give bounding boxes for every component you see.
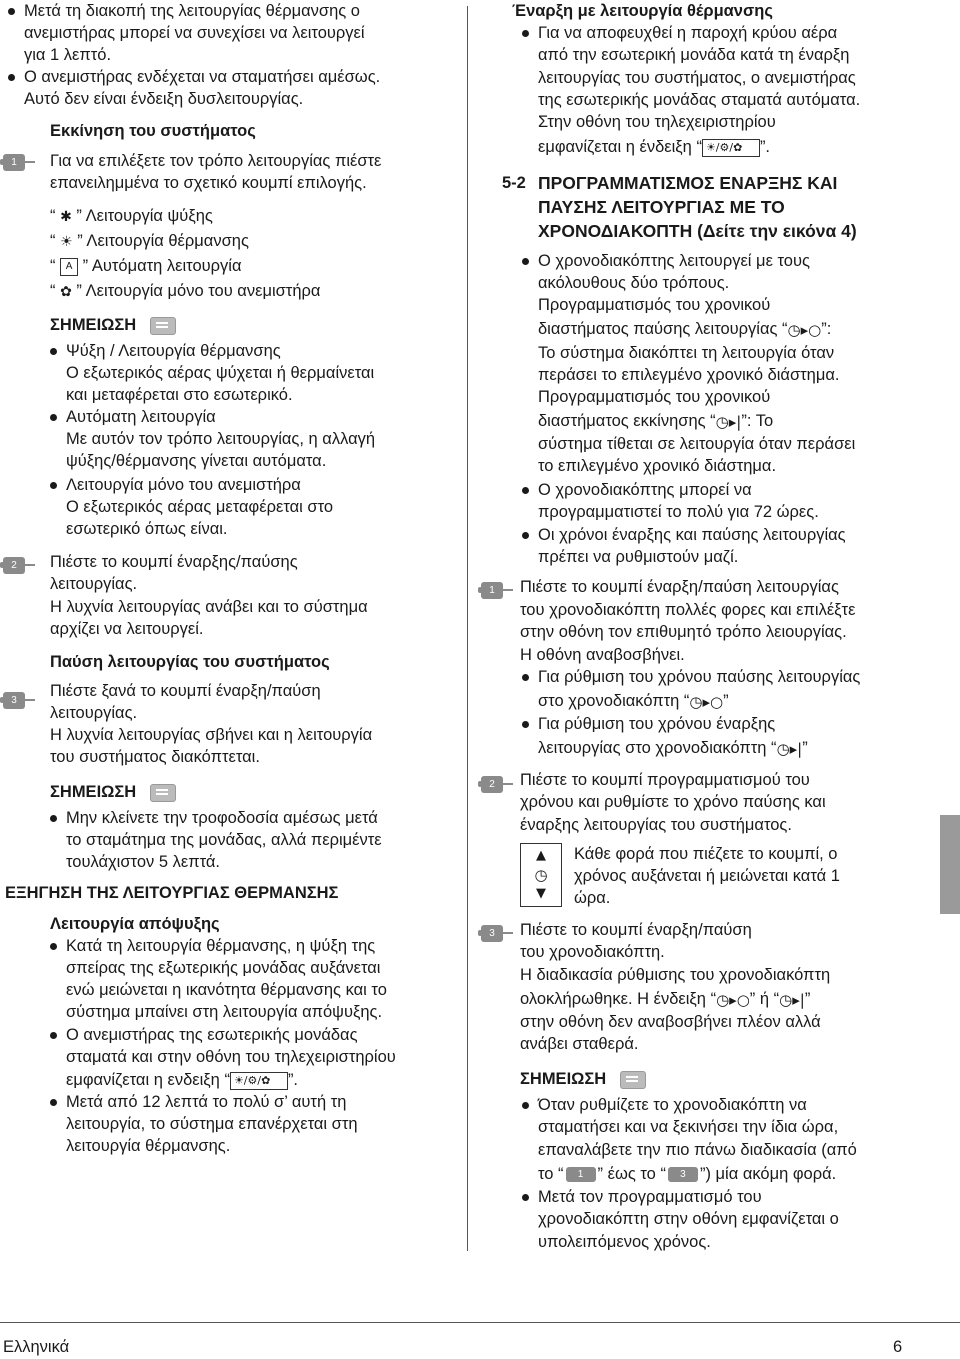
start-system-heading: Εκκίνηση του συστήματος [50, 122, 256, 140]
note-2-text: τουλάχιστον 5 λεπτά. [66, 853, 220, 871]
stop-timer-line: διαστήματος παύσης λειτουργίας “◷▸○”: [538, 320, 832, 339]
start-heating-text: Στην οθόνη του τηλεχειριστηρίου [538, 113, 776, 131]
heating-explanation-heading: ΕΞΗΓΗΣΗ ΤΗΣ ΛΕΙΤΟΥΡΓΙΑΣ ΘΕΡΜΑΝΣΗΣ [5, 884, 339, 902]
stop-system-heading: Παύση λειτουργίας του συστήματος [50, 653, 330, 671]
note-step-range-line: το “ 1 ” έως το “ 3 ”) μία ακόμη φορά. [538, 1165, 837, 1183]
column-divider [467, 6, 468, 1251]
timer-text: πρέπει να ρυθμιστούν μαζί. [538, 548, 739, 566]
step-3-text: του συστήματος διακόπτεται. [50, 748, 260, 766]
timer-text: Προγραμματισμός του χρονικού [538, 296, 771, 314]
note-1-item: Ψύξη / Λειτουργία θέρμανσης [66, 342, 281, 360]
step-2-text: λειτουργίας. [50, 575, 138, 593]
page-number: 6 [893, 1338, 903, 1356]
timer-item: Οι χρόνοι έναρξης και παύσης λειτουργίας [538, 526, 846, 544]
note-icon [150, 784, 176, 802]
step-1-bullet-line: λειτουργίας στο χρονοδιακόπτη “◷▸|” [538, 739, 808, 758]
button-box-text: χρόνος αυξάνεται ή μειώνεται κατά 1 [574, 867, 840, 885]
defrost-indicator-line: εμφανίζεται η ενδειξη “ ☀/⚙/✿ ”. [66, 1071, 299, 1089]
step-3-text: ανάβει σταθερά. [520, 1035, 639, 1053]
mode-heating: “ ☀ ” Λειτουργία θέρμανσης [50, 230, 249, 253]
note-1-title: ΣΗΜΕΙΩΣΗ [50, 314, 176, 336]
start-timer-line: διαστήματος εκκίνησης “◷▸|”: Το [538, 412, 774, 431]
defrost-text: λειτουργία θέρμανσης. [66, 1137, 231, 1155]
note-1-text: εσωτερικό όπως είναι. [66, 520, 228, 538]
fan-icon: ✿ [60, 283, 72, 300]
footer-language: Ελληνικά [3, 1338, 70, 1356]
step-3-indicator-line: ολοκλήρωθηκε. Η ένδειξη “◷▸○” ή “◷▸|” [520, 990, 811, 1009]
intro-bullet-text: ανεμιστήρας μπορεί να συνεχίσει να λειτουργεί [24, 24, 365, 42]
step-1-text: Η οθόνη αναβοσβήνει. [520, 646, 685, 664]
note-title: ΣΗΜΕΙΩΣΗ [520, 1068, 646, 1090]
mode-cooling: “ ✱ ” Λειτουργία ψύξης [50, 205, 213, 228]
step-1-text: Για να επιλέξετε τον τρόπο λειτουργίας πιέστε [50, 152, 382, 170]
step-2-text: Πιέστε το κουμπί προγραμματισμού του [520, 771, 810, 789]
step-2-text: έναρξης λειτουργίας του συστήματος. [520, 816, 792, 834]
note-1-item: Λειτουργία μόνο του ανεμιστήρα [66, 476, 301, 494]
step-3-text: Πιέστε ξανά το κουμπί έναρξη/παύση [50, 682, 321, 700]
mode-fan: “ ✿ ” Λειτουργία μόνο του ανεμιστήρα [50, 280, 320, 303]
step-3-icon: 3 [668, 1167, 698, 1182]
step-3-text: στην οθόνη δεν αναβοσβήνει πλέον αλλά [520, 1013, 821, 1031]
section-number: 5-2 [502, 174, 526, 192]
step-2-icon: 2 [481, 776, 511, 793]
step-1-text: στην οθόνη τον επιθυμητό τρόπο λειουργίας. [520, 623, 847, 641]
start-heating-text: από την εσωτερική μονάδα κατά τη έναρξη [538, 46, 850, 64]
step-2-text: χρόνου και ρυθμίστε το χρόνο παύσης και [520, 793, 826, 811]
defrost-text: σταματά και στην οθόνη του τηλεχειριστηρίου [66, 1048, 396, 1066]
defrost-item: Ο ανεμιστήρας της εσωτερικής μονάδας [66, 1026, 358, 1044]
timer-text: σύστημα τίθεται σε λειτουργία όταν περάσει [538, 435, 856, 453]
step-3-text: λειτουργίας. [50, 704, 138, 722]
start-heating-heading: Έναρξη με λειτουργία θέρμανσης [512, 2, 773, 20]
note-icon [150, 317, 176, 335]
step-3-text: Πιέστε το κουμπί έναρξη/παύση [520, 921, 752, 939]
step-1-icon: 1 [3, 154, 33, 171]
note-1-text: και μεταφέρεται στο εσωτερικό. [66, 386, 293, 404]
section-title: ΧΡΟΝΟΔΙΑΚΟΠΤΗ (Δείτε την εικόνα 4) [538, 221, 857, 241]
step-3-text: Η διαδικασία ρύθμισης του χρονοδιακόπτη [520, 966, 831, 984]
footer-rule [0, 1322, 960, 1323]
note-1-text: ψύξης/θέρμανσης γίνεται αυτόματα. [66, 452, 327, 470]
note-text: σταματήσει και να ξεκινήσει την ίδια ώρα, [538, 1118, 839, 1136]
button-box-text: ώρα. [574, 889, 611, 907]
step-2-text: Η λυχνία λειτουργίας ανάβει και το σύστημα [50, 598, 368, 616]
step-1-text: Πιέστε το κουμπί έναρξη/παύση λειτουργίας [520, 578, 839, 596]
note-item: Όταν ρυθμίζετε το χρονοδιακόπτη να [538, 1096, 807, 1114]
step-2-text: αρχίζει να λειτουργεί. [50, 620, 204, 638]
note-2-item: Μην κλείνετε την τροφοδοσία αμέσως μετά [66, 809, 378, 827]
defrost-text: λειτουργία, το σύστημα επανέρχεται στη [66, 1115, 358, 1133]
timer-start-icon: ◷▸| [776, 739, 803, 758]
start-heating-indicator-line: εμφανίζεται η ένδειξη “ ☀/⚙/✿ ”. [538, 138, 771, 156]
step-1-text: του χρονοδιακόπτη πολλές φορες και επιλέξτε [520, 601, 856, 619]
step-1-icon: 1 [481, 582, 511, 599]
mode-auto: “ A ” Αυτόματη λειτουργία [50, 257, 242, 275]
note-2-text: το σταμάτημα της μονάδας, αλλά περιμέντε [66, 831, 382, 849]
note-text: υπολειπόμενος χρόνος. [538, 1233, 711, 1251]
timer-item: Ο χρονοδιακόπτης λειτουργεί με τους [538, 252, 810, 270]
step-2-text: Πιέστε το κουμπί έναρξης/παύσης [50, 553, 298, 571]
step-2-icon: 2 [3, 557, 33, 574]
intro-bullet: Μετά τη διακοπή της λειτουργίας θέρμανσης ο [24, 2, 360, 20]
defrost-mode-indicator-icon: ☀/⚙/✿ [230, 1072, 288, 1090]
defrost-text: ενώ μειώνεται η ικανότητα θέρμανσης και το [66, 981, 387, 999]
step-1-bullet: Για ρύθμιση του χρόνου παύσης λειτουργίας [538, 668, 861, 686]
step-1-bullet: Για ρύθμιση του χρόνου έναρξης [538, 715, 776, 733]
button-box-text: Κάθε φορά που πιέζετε το κουμπί, ο [574, 845, 838, 863]
start-heating-text: λειτουργίας του συστήματος, ο ανεμιστήρας [538, 69, 856, 87]
timer-start-icon: ◷▸| [715, 412, 742, 431]
timer-text: Προγραμματισμός του χρονικού [538, 388, 771, 406]
sun-icon: ☀ [60, 233, 73, 250]
step-3-icon: 3 [481, 925, 511, 942]
intro-bullet-text: Αυτό δεν είναι ένδειξη δυσλειτουργίας. [24, 90, 304, 108]
defrost-item: Κατά τη λειτουργία θέρμανσης, η ψύξη της [66, 937, 376, 955]
intro-bullet: Ο ανεμιστήρας ενδέχεται να σταματήσει αμέσως. [24, 68, 381, 86]
step-1-icon: 1 [566, 1167, 596, 1182]
timer-text: Το σύστημα διακόπτει τη λειτουργία όταν [538, 344, 835, 362]
timer-text: προγραμματιστεί το πολύ για 72 ώρες. [538, 503, 819, 521]
note-1-text: Ο εξωτερικός αέρας ψύχεται ή θερμαίνεται [66, 364, 375, 382]
timer-stop-icon: ◷▸○ [689, 692, 724, 711]
start-heating-item: Για να αποφευχθεί η παροχή κρύου αέρα [538, 24, 838, 42]
step-1-text: επανειλημμένα το σχετικό κουμπί επιλογής. [50, 174, 367, 192]
step-1-bullet-line: στο χρονοδιακόπτη “◷▸○” [538, 692, 729, 711]
note-text: επαναλάβετε την πιο πάνω διαδικασία (από [538, 1141, 857, 1159]
timer-start-icon: ◷▸| [779, 990, 805, 1009]
note-text: χρονοδιακόπτη στην οθόνη εμφανίζεται ο [538, 1210, 839, 1228]
note-item: Μετά τον προγραμματισμό του [538, 1188, 762, 1206]
start-heating-text: της εσωτερικής μονάδας σταματά αυτόματα. [538, 91, 861, 109]
section-title: ΠΑΥΣΗΣ ΛΕΙΤΟΥΡΓΙΑΣ ΜΕ ΤΟ [538, 197, 785, 217]
section-title: ΠΡΟΓΡΑΜΜΑΤΙΣΜΟΣ ΕΝΑΡΞΗΣ ΚΑΙ [538, 173, 838, 193]
arrow-down-icon: ▼ [536, 886, 546, 901]
time-adjust-button-icon [520, 843, 562, 907]
note-1-text: Με αυτόν τον τρόπο λειτουργίας, η αλλαγή [66, 430, 376, 448]
arrow-up-icon: ▲ [536, 848, 546, 863]
timer-text: το επιλεγμένο χρονικό διάστημα. [538, 457, 777, 475]
step-3-icon: 3 [3, 692, 33, 709]
timer-stop-icon: ◷▸○ [787, 320, 822, 339]
section-thumb-tab [940, 815, 960, 914]
defrost-heading: Λειτουργία απόψυξης [50, 915, 220, 933]
step-3-text: Η λυχνία λειτουργίας σβήνει και η λειτουργία [50, 726, 373, 744]
defrost-text: σπείρας της εξωτερικής μονάδας αυξάνεται [66, 959, 381, 977]
timer-stop-icon: ◷▸○ [716, 990, 750, 1009]
clock-icon: ◷ [534, 866, 548, 884]
timer-text: περάσει το επιλεγμένο χρονικό διάστημα. [538, 366, 840, 384]
note-1-text: Ο εξωτερικός αέρας μεταφέρεται στο [66, 498, 334, 516]
note-2-title: ΣΗΜΕΙΩΣΗ [50, 781, 176, 803]
snowflake-icon: ✱ [60, 208, 72, 225]
timer-text: ακόλουθους δύο τρόπους. [538, 274, 730, 292]
note-icon [620, 1071, 646, 1089]
defrost-item: Μετά από 12 λεπτά το πολύ σ’ αυτή τη [66, 1093, 347, 1111]
intro-bullet-text: για 1 λεπτό. [24, 46, 112, 64]
mode-indicator-icon: ☀/⚙/✿ [702, 139, 760, 157]
step-3-text: του χρονοδιακόπτη. [520, 943, 665, 961]
timer-item: Ο χρονοδιακόπτης μπορεί να [538, 481, 752, 499]
note-1-item: Αυτόματη λειτουργία [66, 408, 216, 426]
defrost-text: σύστημα μπαίνει στη λειτουργία απόψυξης. [66, 1003, 383, 1021]
auto-icon: A [60, 258, 78, 276]
